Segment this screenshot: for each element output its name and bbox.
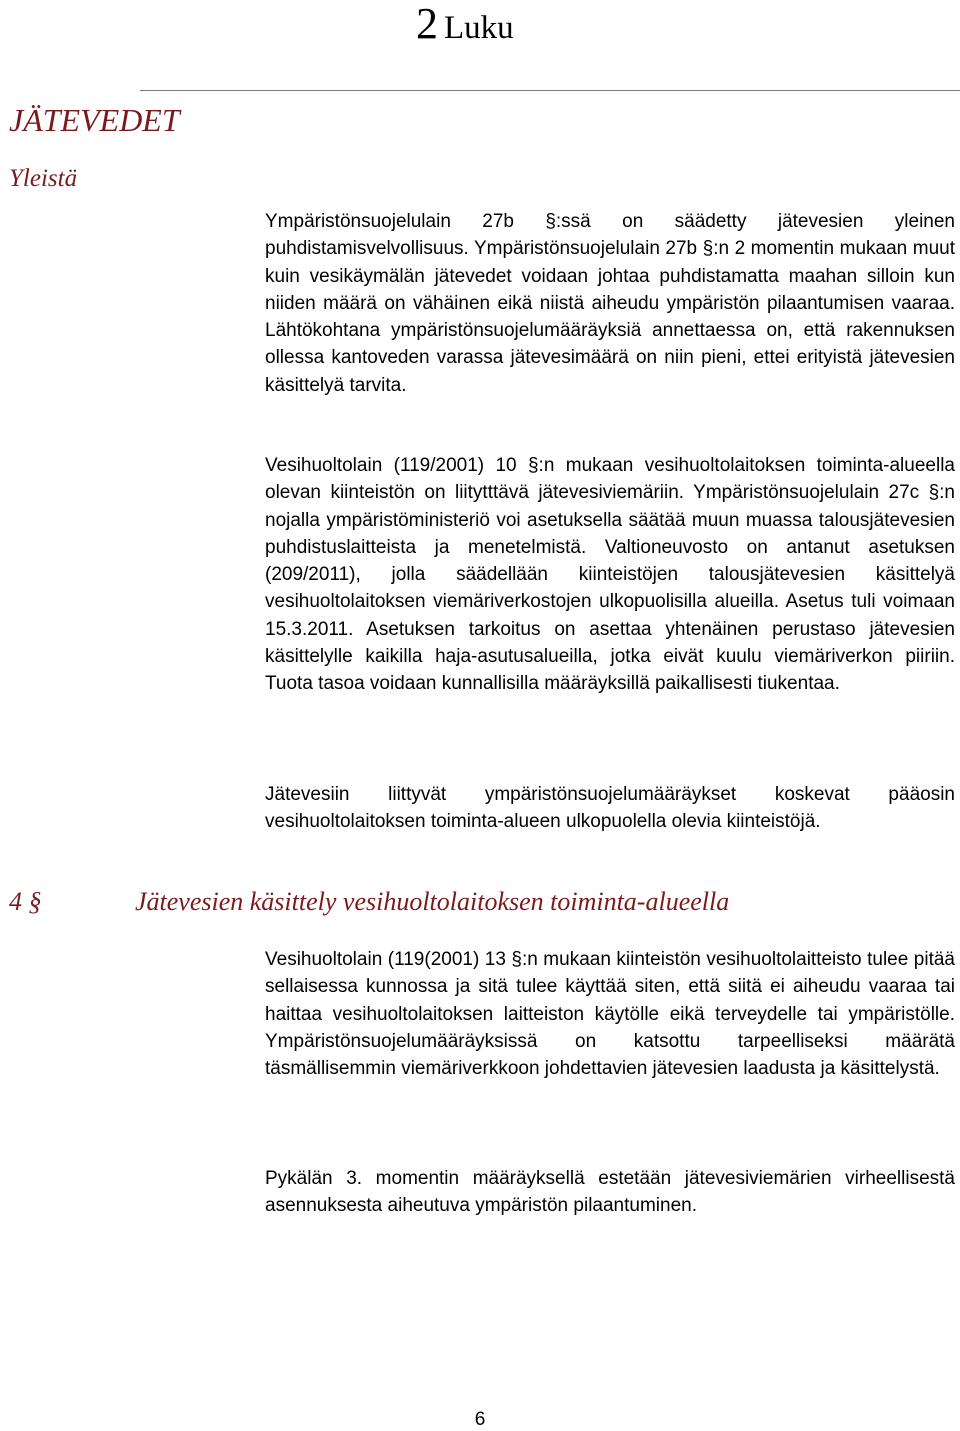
paragraph-general-3: Jätevesiin liittyvät ympäristönsuojelumääräykset koskevat pääosin vesihuoltolaitoksen toiminta-alueen ulkopuolella olevia kiinteistöjä. <box>265 784 955 833</box>
section-heading <box>9 884 729 920</box>
paragraph-section-1: Vesihuoltolain (119(2001) 13 §:n mukaan kiinteistön vesihuoltolaitteisto tulee pitää sellaisessa kunnossa ja sitä tulee käyttää siten, että siitä ei aiheudu vaaraa tai haittaa vesihuoltolaitoksen laitteiston käytölle eikä terveydelle tai ympäristölle. Ympäristönsuojelumääräyksissä on katsottu tarpeelliseksi määrätä täsmällisemmin viemäriverkkoon johdettavien jätevesien laadusta ja käsittelystä. <box>265 949 955 1080</box>
section-heading-title: Jätevesien käsittely vesihuoltolaitoksen toiminta-alueella <box>135 887 730 916</box>
paragraph-general-1: Ympäristönsuojelulain 27b §:ssä on säädetty jätevesien yleinen puhdistamisvelvollisuus. Ympäristönsuojelulain 27b §:n 2 momentin mukaan muut kuin vesikäymälän jätevedet voidaan johtaa puhdistamatta maahan silloin kun niiden määrä on vähäinen eikä niistä aiheudu ympäristön pilaantumisen vaaraa. Lähtökohtana ympäristönsuojelumääräyksiä annettaessa on, että rakennuksen ollessa kantoveden varassa jätevesimäärä on niin pieni, ettei erityistä jätevesien käsittelyä tarvita. <box>265 211 955 396</box>
subsection-title: Yleistä <box>9 165 78 192</box>
chapter-number: 2 <box>416 0 438 48</box>
section-title: JÄTEVEDET <box>9 102 180 138</box>
chapter-word: Luku <box>444 10 514 46</box>
paragraph-general-2: Vesihuoltolain (119/2001) 10 §:n mukaan vesihuoltolaitoksen toiminta-alueella olevan kiinteistön on liitytttävä jätevesiviemäriin. Ympäristönsuojelulain 27c §:n nojalla ympäristöministeriö voi asetuksella säätää muun muassa talousjätevesien puhdistuslaitteista ja menetelmistä. Valtioneuvosto on antanut asetuksen (209/2011), jolla säädellään kiinteistöjen talousjätevesien käsittelyä vesihuoltolaitoksen viemäriverkostojen ulkopuolisilla alueilla. Asetus tuli voimaan 15.3.2011. Asetuksen tarkoitus on asettaa yhtenäinen perustaso jätevesien käsittelylle kaikilla haja-asutusalueilla, jotka eivät kuulu viemäriverkon piiriin. Tuota tasoa voidaan kunnallisilla määräyksillä paikallisesti tiukentaa. <box>265 455 955 695</box>
chapter-heading <box>416 0 514 48</box>
paragraph-section-2: Pykälän 3. momentin määräyksellä estetään jätevesiviemärien virheellisestä asennuksesta aiheutuva ympäristön pilaantuminen. <box>265 1168 955 1217</box>
page-number: 6 <box>474 1409 486 1430</box>
section-number: 4 § <box>9 887 42 916</box>
chapter-divider <box>140 90 960 91</box>
